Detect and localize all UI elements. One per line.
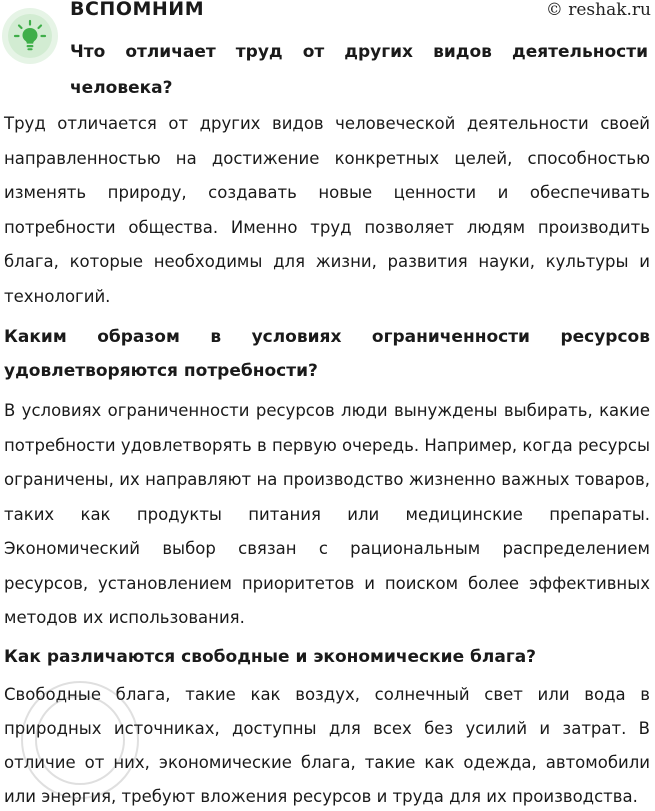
section-title: ВСПОМНИМ [70, 0, 205, 20]
logo [2, 8, 58, 64]
site-watermark: © reshak.ru [545, 0, 651, 20]
answer-3: Свободные блага, такие как воздух, солнечный свет или вода в природных источниках, доступны для всех без усилий и затрат. В отличие от них, экономические блага, такие как одежда, автомобили или энергия, требуют вложения ресурсов и труда для их производства. [4, 685, 650, 806]
question-1: Что отличает труд от других видов деятельности человека? [70, 42, 648, 98]
answer-1: Труд отличается от других видов человеческой деятельности своей направленностью на достижение конкретных целей, способностью изменять природу, создавать новые ценности и обеспечивать потребности общества. Именно труд позволяет людям производить блага, которые необходимы для жизни, развития науки, культуры и технологий. [4, 114, 650, 306]
answer-2: В условиях ограниченности ресурсов люди вынуждены выбирать, какие потребности удовлетворять в первую очередь. Например, когда ресурсы ограничены, их направляют на производство жизненно важных товаров, таких как продукты питания или медицинские препараты. Экономический выбор связан с рациональным распределением ресурсов, установлением приоритетов и поиском более эффективных методов их использования. [4, 401, 650, 627]
question-3: Как различаются свободные и экономические блага? [4, 647, 537, 667]
lightbulb-icon [8, 14, 52, 58]
question-2: Каким образом в условиях ограниченности ресурсов удовлетворяются потребности? [4, 327, 650, 381]
